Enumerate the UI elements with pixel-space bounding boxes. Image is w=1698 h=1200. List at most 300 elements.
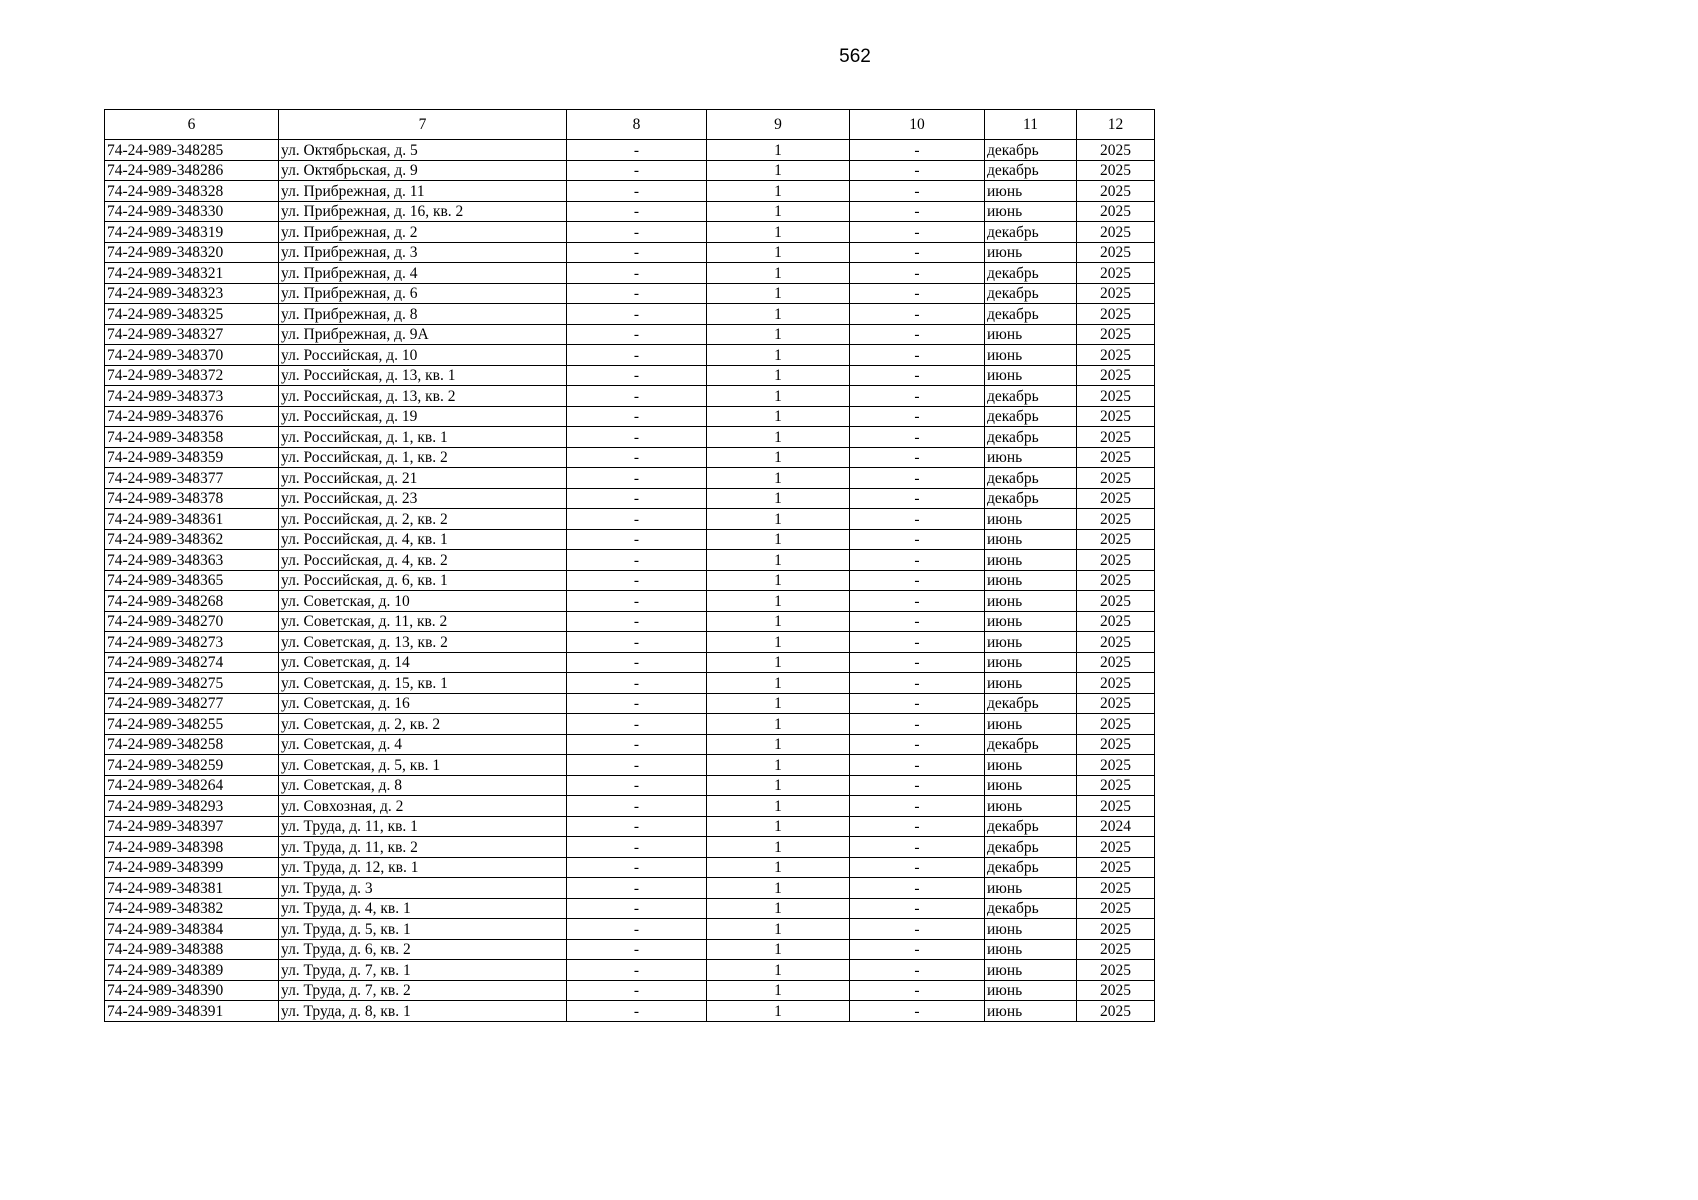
column-header: 8 [567, 110, 707, 140]
cadastral-number-cell: 74-24-989-348384 [105, 919, 279, 940]
address-cell: ул. Российская, д. 23 [279, 488, 567, 509]
col9-cell: 1 [707, 283, 850, 304]
month-cell: июнь [985, 345, 1077, 366]
col9-cell: 1 [707, 980, 850, 1001]
cadastral-number-cell: 74-24-989-348268 [105, 591, 279, 612]
col8-cell: - [567, 570, 707, 591]
address-cell: ул. Труда, д. 8, кв. 1 [279, 1001, 567, 1022]
cadastral-number-cell: 74-24-989-348273 [105, 632, 279, 653]
cadastral-number-cell: 74-24-989-348286 [105, 160, 279, 181]
cadastral-number-cell: 74-24-989-348397 [105, 816, 279, 837]
table-row [105, 714, 1155, 735]
col10-cell: - [850, 488, 985, 509]
col8-cell: - [567, 939, 707, 960]
month-cell: июнь [985, 242, 1077, 263]
col9-cell: 1 [707, 242, 850, 263]
cadastral-number-cell: 74-24-989-348372 [105, 365, 279, 386]
year-cell: 2025 [1077, 693, 1155, 714]
col10-cell: - [850, 427, 985, 448]
month-cell: июнь [985, 611, 1077, 632]
address-cell: ул. Российская, д. 2, кв. 2 [279, 509, 567, 530]
col8-cell: - [567, 714, 707, 735]
col8-cell: - [567, 345, 707, 366]
year-cell: 2025 [1077, 509, 1155, 530]
month-cell: декабрь [985, 488, 1077, 509]
col9-cell: 1 [707, 365, 850, 386]
table-row [105, 898, 1155, 919]
table-row [105, 816, 1155, 837]
month-cell: июнь [985, 181, 1077, 202]
col8-cell: - [567, 857, 707, 878]
month-cell: июнь [985, 755, 1077, 776]
col10-cell: - [850, 201, 985, 222]
month-cell: декабрь [985, 837, 1077, 858]
year-cell: 2025 [1077, 160, 1155, 181]
address-cell: ул. Советская, д. 15, кв. 1 [279, 673, 567, 694]
col9-cell: 1 [707, 529, 850, 550]
address-cell: ул. Труда, д. 11, кв. 2 [279, 837, 567, 858]
cadastral-number-cell: 74-24-989-348382 [105, 898, 279, 919]
cadastral-number-cell: 74-24-989-348358 [105, 427, 279, 448]
month-cell: июнь [985, 509, 1077, 530]
col10-cell: - [850, 652, 985, 673]
col8-cell: - [567, 140, 707, 161]
address-cell: ул. Советская, д. 10 [279, 591, 567, 612]
col9-cell: 1 [707, 837, 850, 858]
col10-cell: - [850, 1001, 985, 1022]
col10-cell: - [850, 714, 985, 735]
col8-cell: - [567, 488, 707, 509]
col10-cell: - [850, 960, 985, 981]
col8-cell: - [567, 673, 707, 694]
address-cell: ул. Прибрежная, д. 8 [279, 304, 567, 325]
col10-cell: - [850, 365, 985, 386]
year-cell: 2025 [1077, 1001, 1155, 1022]
col10-cell: - [850, 775, 985, 796]
col9-cell: 1 [707, 570, 850, 591]
address-cell: ул. Труда, д. 5, кв. 1 [279, 919, 567, 940]
year-cell: 2025 [1077, 447, 1155, 468]
address-cell: ул. Российская, д. 4, кв. 1 [279, 529, 567, 550]
col10-cell: - [850, 386, 985, 407]
address-cell: ул. Российская, д. 10 [279, 345, 567, 366]
cadastral-number-cell: 74-24-989-348323 [105, 283, 279, 304]
table-row [105, 878, 1155, 899]
address-cell: ул. Труда, д. 4, кв. 1 [279, 898, 567, 919]
table-row [105, 632, 1155, 653]
year-cell: 2025 [1077, 734, 1155, 755]
col9-cell: 1 [707, 488, 850, 509]
col8-cell: - [567, 509, 707, 530]
month-cell: июнь [985, 714, 1077, 735]
col9-cell: 1 [707, 222, 850, 243]
year-cell: 2025 [1077, 673, 1155, 694]
col10-cell: - [850, 837, 985, 858]
month-cell: июнь [985, 980, 1077, 1001]
year-cell: 2025 [1077, 406, 1155, 427]
table-row [105, 673, 1155, 694]
col9-cell: 1 [707, 714, 850, 735]
table-row [105, 160, 1155, 181]
table-row [105, 919, 1155, 940]
col10-cell: - [850, 898, 985, 919]
col9-cell: 1 [707, 632, 850, 653]
table-row [105, 857, 1155, 878]
table-row [105, 468, 1155, 489]
year-cell: 2025 [1077, 857, 1155, 878]
cadastral-number-cell: 74-24-989-348275 [105, 673, 279, 694]
month-cell: декабрь [985, 427, 1077, 448]
month-cell: июнь [985, 939, 1077, 960]
col9-cell: 1 [707, 775, 850, 796]
cadastral-number-cell: 74-24-989-348377 [105, 468, 279, 489]
year-cell: 2025 [1077, 242, 1155, 263]
col8-cell: - [567, 919, 707, 940]
address-cell: ул. Российская, д. 1, кв. 1 [279, 427, 567, 448]
cadastral-number-cell: 74-24-989-348320 [105, 242, 279, 263]
col10-cell: - [850, 857, 985, 878]
col8-cell: - [567, 222, 707, 243]
col8-cell: - [567, 796, 707, 817]
col9-cell: 1 [707, 960, 850, 981]
month-cell: июнь [985, 652, 1077, 673]
month-cell: июнь [985, 796, 1077, 817]
column-header: 12 [1077, 110, 1155, 140]
table-row [105, 427, 1155, 448]
table-row [105, 611, 1155, 632]
col9-cell: 1 [707, 755, 850, 776]
col10-cell: - [850, 283, 985, 304]
cadastral-number-cell: 74-24-989-348388 [105, 939, 279, 960]
table-row [105, 386, 1155, 407]
address-cell: ул. Прибрежная, д. 4 [279, 263, 567, 284]
col8-cell: - [567, 693, 707, 714]
address-cell: ул. Труда, д. 6, кв. 2 [279, 939, 567, 960]
year-cell: 2025 [1077, 529, 1155, 550]
table-row [105, 509, 1155, 530]
table-body [105, 140, 1155, 1022]
col10-cell: - [850, 611, 985, 632]
cadastral-number-cell: 74-24-989-348391 [105, 1001, 279, 1022]
cadastral-number-cell: 74-24-989-348270 [105, 611, 279, 632]
table-row [105, 550, 1155, 571]
table-row [105, 201, 1155, 222]
col10-cell: - [850, 980, 985, 1001]
year-cell: 2025 [1077, 550, 1155, 571]
month-cell: декабрь [985, 734, 1077, 755]
month-cell: декабрь [985, 693, 1077, 714]
address-cell: ул. Советская, д. 4 [279, 734, 567, 755]
col9-cell: 1 [707, 796, 850, 817]
col10-cell: - [850, 550, 985, 571]
year-cell: 2025 [1077, 591, 1155, 612]
table-row [105, 837, 1155, 858]
col10-cell: - [850, 140, 985, 161]
month-cell: декабрь [985, 140, 1077, 161]
table-row [105, 222, 1155, 243]
year-cell: 2025 [1077, 611, 1155, 632]
col10-cell: - [850, 345, 985, 366]
col8-cell: - [567, 816, 707, 837]
table-row [105, 591, 1155, 612]
address-cell: ул. Прибрежная, д. 2 [279, 222, 567, 243]
col8-cell: - [567, 181, 707, 202]
col9-cell: 1 [707, 693, 850, 714]
table-row [105, 324, 1155, 345]
cadastral-number-cell: 74-24-989-348370 [105, 345, 279, 366]
col8-cell: - [567, 550, 707, 571]
cadastral-number-cell: 74-24-989-348285 [105, 140, 279, 161]
col8-cell: - [567, 324, 707, 345]
col10-cell: - [850, 468, 985, 489]
year-cell: 2025 [1077, 140, 1155, 161]
page-number: 562 [839, 46, 871, 67]
table-row [105, 263, 1155, 284]
month-cell: июнь [985, 570, 1077, 591]
cadastral-number-cell: 74-24-989-348361 [105, 509, 279, 530]
year-cell: 2025 [1077, 898, 1155, 919]
col8-cell: - [567, 283, 707, 304]
cadastral-number-cell: 74-24-989-348362 [105, 529, 279, 550]
col9-cell: 1 [707, 611, 850, 632]
col9-cell: 1 [707, 160, 850, 181]
month-cell: июнь [985, 365, 1077, 386]
cadastral-number-cell: 74-24-989-348321 [105, 263, 279, 284]
address-cell: ул. Труда, д. 7, кв. 2 [279, 980, 567, 1001]
table-row [105, 775, 1155, 796]
year-cell: 2025 [1077, 714, 1155, 735]
col9-cell: 1 [707, 181, 850, 202]
year-cell: 2024 [1077, 816, 1155, 837]
column-header: 7 [279, 110, 567, 140]
col10-cell: - [850, 447, 985, 468]
col10-cell: - [850, 570, 985, 591]
col8-cell: - [567, 447, 707, 468]
col9-cell: 1 [707, 201, 850, 222]
month-cell: июнь [985, 529, 1077, 550]
col8-cell: - [567, 263, 707, 284]
col10-cell: - [850, 673, 985, 694]
col8-cell: - [567, 755, 707, 776]
col10-cell: - [850, 591, 985, 612]
year-cell: 2025 [1077, 386, 1155, 407]
table-row [105, 365, 1155, 386]
table-row [105, 734, 1155, 755]
year-cell: 2025 [1077, 365, 1155, 386]
address-cell: ул. Труда, д. 12, кв. 1 [279, 857, 567, 878]
table-row [105, 181, 1155, 202]
col10-cell: - [850, 263, 985, 284]
column-header: 9 [707, 110, 850, 140]
month-cell: декабрь [985, 816, 1077, 837]
col9-cell: 1 [707, 427, 850, 448]
year-cell: 2025 [1077, 775, 1155, 796]
year-cell: 2025 [1077, 919, 1155, 940]
address-cell: ул. Российская, д. 13, кв. 1 [279, 365, 567, 386]
year-cell: 2025 [1077, 488, 1155, 509]
col10-cell: - [850, 529, 985, 550]
col9-cell: 1 [707, 857, 850, 878]
year-cell: 2025 [1077, 283, 1155, 304]
table-row [105, 939, 1155, 960]
col8-cell: - [567, 365, 707, 386]
cadastral-number-cell: 74-24-989-348359 [105, 447, 279, 468]
table-row [105, 488, 1155, 509]
month-cell: декабрь [985, 468, 1077, 489]
address-cell: ул. Советская, д. 5, кв. 1 [279, 755, 567, 776]
address-cell: ул. Труда, д. 3 [279, 878, 567, 899]
cadastral-number-cell: 74-24-989-348363 [105, 550, 279, 571]
month-cell: июнь [985, 673, 1077, 694]
cadastral-number-cell: 74-24-989-348325 [105, 304, 279, 325]
col8-cell: - [567, 591, 707, 612]
cadastral-number-cell: 74-24-989-348376 [105, 406, 279, 427]
col8-cell: - [567, 960, 707, 981]
table-row [105, 796, 1155, 817]
col10-cell: - [850, 919, 985, 940]
col10-cell: - [850, 242, 985, 263]
table-row [105, 980, 1155, 1001]
year-cell: 2025 [1077, 837, 1155, 858]
month-cell: июнь [985, 324, 1077, 345]
table-row [105, 1001, 1155, 1022]
col8-cell: - [567, 427, 707, 448]
col9-cell: 1 [707, 406, 850, 427]
cadastral-number-cell: 74-24-989-348373 [105, 386, 279, 407]
table-row [105, 304, 1155, 325]
address-cell: ул. Труда, д. 7, кв. 1 [279, 960, 567, 981]
table-row [105, 140, 1155, 161]
col10-cell: - [850, 816, 985, 837]
col8-cell: - [567, 898, 707, 919]
table-row [105, 283, 1155, 304]
month-cell: июнь [985, 201, 1077, 222]
address-cell: ул. Октябрьская, д. 5 [279, 140, 567, 161]
month-cell: июнь [985, 591, 1077, 612]
column-header: 11 [985, 110, 1077, 140]
col10-cell: - [850, 324, 985, 345]
address-cell: ул. Прибрежная, д. 9А [279, 324, 567, 345]
cadastral-number-cell: 74-24-989-348398 [105, 837, 279, 858]
col9-cell: 1 [707, 898, 850, 919]
address-cell: ул. Октябрьская, д. 9 [279, 160, 567, 181]
year-cell: 2025 [1077, 345, 1155, 366]
cadastral-number-cell: 74-24-989-348259 [105, 755, 279, 776]
col8-cell: - [567, 468, 707, 489]
address-cell: ул. Российская, д. 4, кв. 2 [279, 550, 567, 571]
address-cell: ул. Прибрежная, д. 11 [279, 181, 567, 202]
address-cell: ул. Труда, д. 11, кв. 1 [279, 816, 567, 837]
year-cell: 2025 [1077, 324, 1155, 345]
year-cell: 2025 [1077, 468, 1155, 489]
month-cell: декабрь [985, 263, 1077, 284]
col9-cell: 1 [707, 919, 850, 940]
col10-cell: - [850, 406, 985, 427]
table-row [105, 693, 1155, 714]
year-cell: 2025 [1077, 939, 1155, 960]
month-cell: декабрь [985, 406, 1077, 427]
column-header: 10 [850, 110, 985, 140]
year-cell: 2025 [1077, 960, 1155, 981]
cadastral-number-cell: 74-24-989-348327 [105, 324, 279, 345]
col10-cell: - [850, 160, 985, 181]
col8-cell: - [567, 632, 707, 653]
col8-cell: - [567, 611, 707, 632]
month-cell: декабрь [985, 857, 1077, 878]
address-cell: ул. Прибрежная, д. 16, кв. 2 [279, 201, 567, 222]
table-row [105, 755, 1155, 776]
table-row [105, 242, 1155, 263]
col10-cell: - [850, 693, 985, 714]
month-cell: декабрь [985, 160, 1077, 181]
col9-cell: 1 [707, 324, 850, 345]
col10-cell: - [850, 755, 985, 776]
address-cell: ул. Прибрежная, д. 6 [279, 283, 567, 304]
col8-cell: - [567, 201, 707, 222]
col8-cell: - [567, 837, 707, 858]
month-cell: июнь [985, 550, 1077, 571]
address-cell: ул. Российская, д. 1, кв. 2 [279, 447, 567, 468]
address-cell: ул. Советская, д. 14 [279, 652, 567, 673]
address-cell: ул. Советская, д. 16 [279, 693, 567, 714]
col10-cell: - [850, 878, 985, 899]
address-cell: ул. Советская, д. 11, кв. 2 [279, 611, 567, 632]
col8-cell: - [567, 529, 707, 550]
col9-cell: 1 [707, 140, 850, 161]
col9-cell: 1 [707, 509, 850, 530]
month-cell: июнь [985, 447, 1077, 468]
cadastral-number-cell: 74-24-989-348293 [105, 796, 279, 817]
address-cell: ул. Советская, д. 8 [279, 775, 567, 796]
table-row [105, 960, 1155, 981]
table-row [105, 406, 1155, 427]
address-cell: ул. Советская, д. 13, кв. 2 [279, 632, 567, 653]
month-cell: июнь [985, 632, 1077, 653]
month-cell: июнь [985, 919, 1077, 940]
year-cell: 2025 [1077, 263, 1155, 284]
month-cell: декабрь [985, 386, 1077, 407]
col8-cell: - [567, 652, 707, 673]
col8-cell: - [567, 304, 707, 325]
col8-cell: - [567, 406, 707, 427]
year-cell: 2025 [1077, 796, 1155, 817]
col10-cell: - [850, 181, 985, 202]
cadastral-number-cell: 74-24-989-348378 [105, 488, 279, 509]
col8-cell: - [567, 160, 707, 181]
year-cell: 2025 [1077, 878, 1155, 899]
cadastral-number-cell: 74-24-989-348274 [105, 652, 279, 673]
col10-cell: - [850, 734, 985, 755]
col8-cell: - [567, 775, 707, 796]
table-header-row [105, 110, 1155, 140]
table-row [105, 529, 1155, 550]
data-table [104, 109, 1155, 1022]
year-cell: 2025 [1077, 652, 1155, 673]
col8-cell: - [567, 1001, 707, 1022]
cadastral-number-cell: 74-24-989-348264 [105, 775, 279, 796]
month-cell: июнь [985, 878, 1077, 899]
month-cell: декабрь [985, 304, 1077, 325]
col10-cell: - [850, 304, 985, 325]
data-table-container [104, 109, 1155, 1022]
col8-cell: - [567, 878, 707, 899]
col9-cell: 1 [707, 652, 850, 673]
cadastral-number-cell: 74-24-989-348365 [105, 570, 279, 591]
col9-cell: 1 [707, 939, 850, 960]
month-cell: декабрь [985, 283, 1077, 304]
cadastral-number-cell: 74-24-989-348390 [105, 980, 279, 1001]
col9-cell: 1 [707, 468, 850, 489]
